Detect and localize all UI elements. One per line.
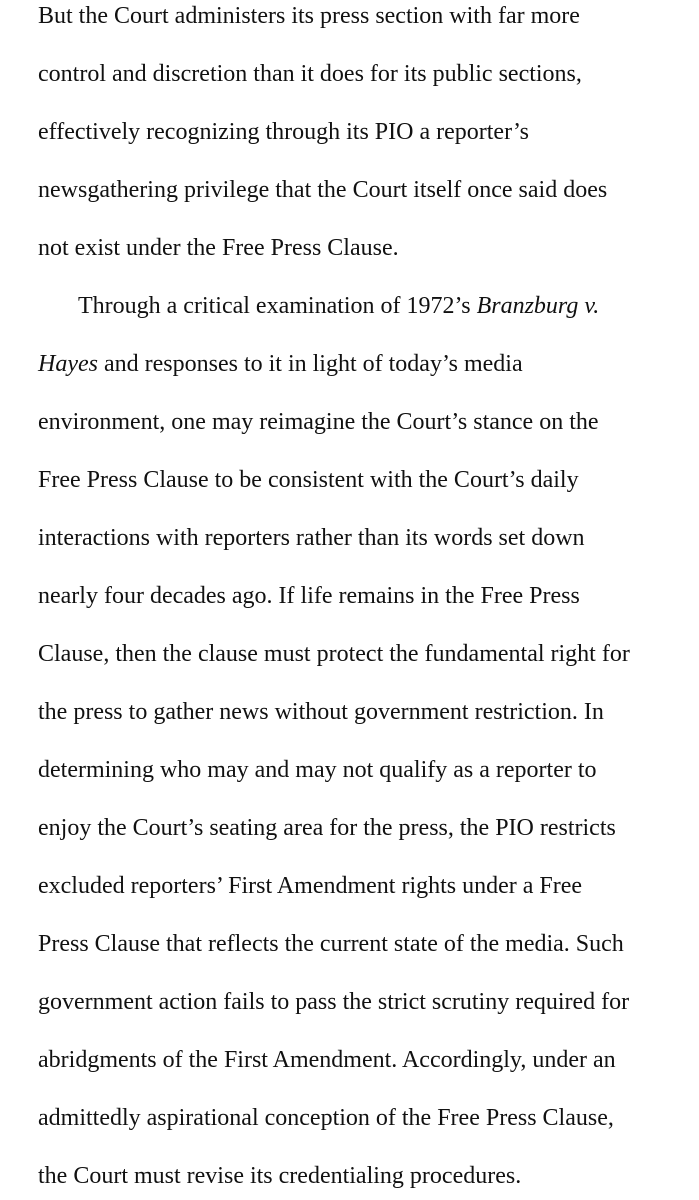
paragraph-2-line-10: enjoy the Court’s seating area for the press, the PIO restricts (38, 815, 616, 841)
paragraph-2-line-9: determining who may and may not qualify as a reporter to (38, 757, 597, 783)
paragraph-2-line-2-text: and responses to it in light of today’s media (97, 351, 523, 377)
paragraph-2-line-8: the press to gather news without government restriction. In (38, 699, 604, 725)
paragraph-2-line-16: the Court must revise its credentialing procedures. (38, 1163, 522, 1189)
paragraph-2-line-7: Clause, then the clause must protect the fundamental right for (38, 641, 630, 667)
paragraph-1-line-1: But the Court administers its press section with far more (38, 3, 580, 29)
paragraph-2-line-1 (78, 292, 599, 320)
paragraph-2-line-5: interactions with reporters rather than its words set down (38, 525, 585, 551)
paragraph-2-line-4: Free Press Clause to be consistent with the Court’s daily (38, 467, 579, 493)
paragraph-2-line-15: admittedly aspirational conception of the Free Press Clause, (38, 1105, 614, 1131)
paragraph-2-line-2 (38, 350, 523, 378)
paragraph-1-line-5: not exist under the Free Press Clause. (38, 235, 399, 261)
paragraph-2-line-12: Press Clause that reflects the current state of the media. Such (38, 931, 624, 957)
paragraph-1-line-2: control and discretion than it does for its public sections, (38, 61, 582, 87)
paragraph-2-line-13: government action fails to pass the strict scrutiny required for (38, 989, 630, 1015)
case-name-branzburg: Branzburg v. (476, 293, 600, 319)
paragraph-1-line-4: newsgathering privilege that the Court itself once said does (38, 177, 608, 203)
paragraph-2-line-3: environment, one may reimagine the Court’s stance on the (38, 409, 599, 435)
paragraph-2-line-6: nearly four decades ago. If life remains in the Free Press (38, 583, 580, 609)
paragraph-2-line-11: excluded reporters’ First Amendment rights under a Free (38, 873, 583, 899)
paragraph-2-line-14: abridgments of the First Amendment. Accordingly, under an (38, 1047, 616, 1073)
paragraph-2-line-1-text: Through a critical examination of 1972’s (78, 293, 477, 319)
paragraph-1-line-3: effectively recognizing through its PIO a reporter’s (38, 119, 529, 145)
case-name-hayes: Hayes (38, 351, 98, 377)
